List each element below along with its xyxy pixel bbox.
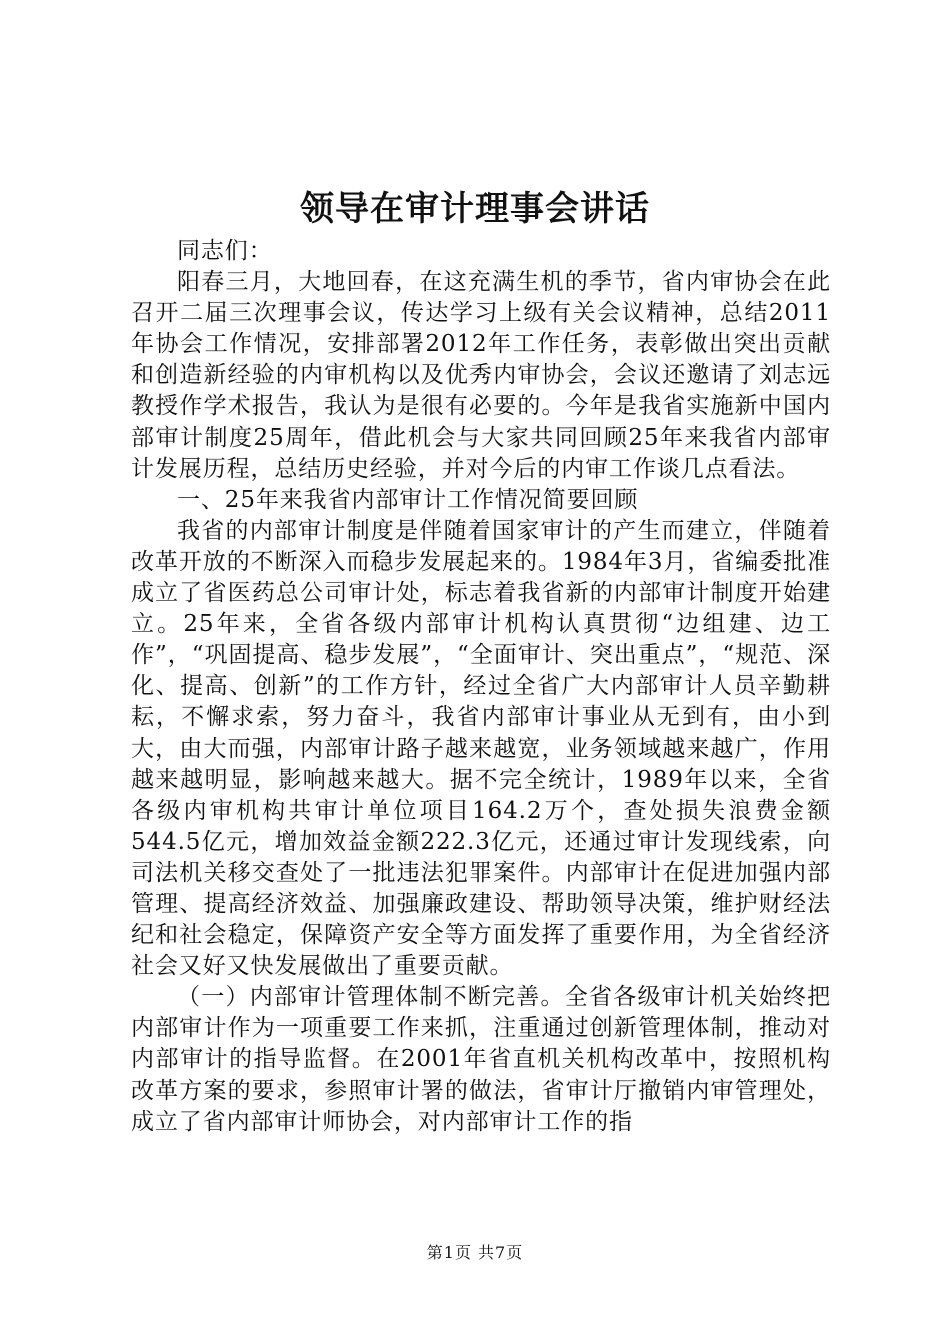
salutation-paragraph: 同志们： <box>177 238 273 264</box>
subsection-paragraph: （一）内部审计管理体制不断完善。全省各级审计机关始终把内部审计作为一项重要工作来抓，注重通过创新管理体制，推动对内部审计的指导监督。在2001年省直机关机构改革中，按照机构改革方案的要求，参照审计署的做法，省审计厅撤销内审管理处，成立了省内部审计师协会，对内部审计工作的指 <box>131 984 831 1135</box>
section-heading: 一、25年来我省内部审计工作情况简要回顾 <box>177 486 639 513</box>
document-title: 领导在审计理事会讲话 <box>300 189 650 229</box>
review-paragraph: 我省的内部审计制度是伴随着国家审计的产生而建立，伴随着改革开放的不断深入而稳步发展起来的。1984年3月，省编委批准成立了省医药总公司审计处，标志着我省新的内部审计制度开始建立。25年来，全省各级内部审计机构认真贯彻“边组建、边工作”，“巩固提高、稳步发展”，“全面审计、突出重点”，“规范、深化、提高、创新”的工作方针，经过全省广大内部审计人员辛勤耕耘，不懈求索，努力奋斗，我省内部审计事业从无到有，由小到大，由大而强，内部审计路子越来越宽，业务领域越来越广，作用越来越明显，影响越来越大。据不完全统计，1989年以来，全省各级内审机构共审计单位项目164.2万个，查处损失浪费金额544.5亿元，增加效益金额222.3亿元，还通过审计发现线索，向司法机关移交查处了一批违法犯罪案件。内部审计在促进加强内部管理、提高经济效益、加强廉政建设、帮助领导决策，维护财经法纪和社会稳定，保障资产安全等方面发挥了重要作用，为全省经济社会又好又快发展做出了重要贡献。 <box>131 517 831 980</box>
intro-paragraph: 阳春三月，大地回春，在这充满生机的季节，省内审协会在此召开二届三次理事会议，传达学习上级有关会议精神，总结2011年协会工作情况，安排部署2012年工作任务，表彰做出突出贡献和创造新经验的内审机构以及优秀内审协会，会议还邀请了刘志远教授作学术报告，我认为是很有必要的。今年是我省实施新中国内部审计制度25周年，借此机会与大家共同回顾25年来我省内部审计发展历程，总结历史经验，并对今后的内审工作谈几点看法。 <box>131 269 831 482</box>
page-number-footer: 第1页 共7页 <box>426 1243 524 1262</box>
document-body <box>131 236 831 1138</box>
